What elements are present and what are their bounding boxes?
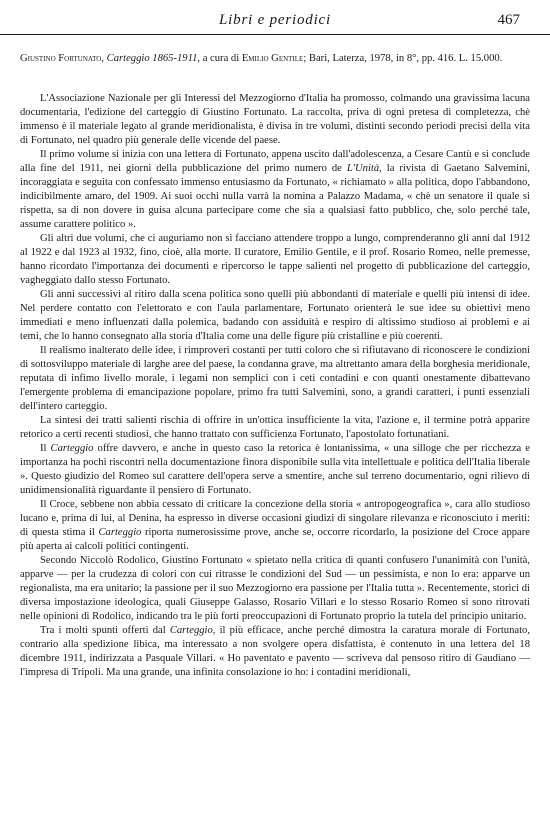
italic-title-text: Carteggio bbox=[98, 527, 142, 538]
paragraph-text: , il più efficace, anche perché dimostra la caratura morale di Fortunato, contrario alla spedizione libica, ma interessato a non svolgere opera disfattista, è contenuto in una lettera del 18 dicembre 1911, indirizzata a Pasquale Villari. « Ho paventato e pavento — scriveva dal pensoso ritiro di Gaudiano — l'impresa di Tripoli. Ma una grande, una infinita consolazione io ho: i contadini meridionali, bbox=[20, 625, 530, 678]
review-paragraph bbox=[20, 344, 530, 414]
citation-curated-by: , a cura di bbox=[197, 53, 242, 64]
paragraph-text: riporta numerosissime prove, anche se, occorre ricordarlo, la posizione del Croce appare più aperta ai calcoli politici contingenti. bbox=[20, 527, 530, 552]
header-rule bbox=[0, 34, 550, 35]
paragraph-text: Il Croce, sebbene non abbia cessato di criticare la concezione della storia « antropogeografica », cara allo studioso lucano e, prima di lui, al Denina, ha espresso in diverse occasioni giudizi di singolare rilevanza e riconosciuto i meriti: di questa stima il bbox=[20, 499, 530, 538]
review-paragraph bbox=[20, 148, 530, 232]
review-body bbox=[20, 92, 530, 680]
citation-title: Carteggio 1865-1911 bbox=[106, 53, 198, 64]
bibliographic-citation bbox=[20, 52, 530, 66]
review-paragraph bbox=[20, 554, 530, 624]
page-number: 467 bbox=[497, 12, 520, 28]
citation-author: Giustino Fortunato, bbox=[20, 53, 105, 64]
review-paragraph bbox=[20, 414, 530, 442]
paragraph-text: Tra i molti spunti offerti dal bbox=[40, 625, 170, 636]
review-paragraph bbox=[20, 92, 530, 148]
paragraph-text: Il primo volume si inizia con una lettera di Fortunato, appena uscito dall'adolescenza, a Cesare Cantù e si conclude alla fine del 1911, nei giorni della pubblicazione del primo numero de bbox=[20, 149, 530, 174]
italic-title-text: L'Unità bbox=[346, 163, 380, 174]
citation-editor: Emilio Gentile bbox=[241, 53, 304, 64]
paragraph-text: La sintesi dei tratti salienti rischia di offrire in un'ottica insufficiente la vita, l'azione e, il termine potrà apparire retorico a certi recenti studiosi, che hanno trattato con sufficienza Fortunato, l'apostolato fortunatiani. bbox=[20, 415, 530, 440]
review-paragraph bbox=[20, 624, 530, 680]
paragraph-text: , la rivista di Gaetano Salvemini, incoraggiata e seguita con confessato immenso entusiasmo da Fortunato, « richiamato » alla politica, dopo l'abbandono, indicibilmente amaro, del 1909. Ai suoi occhi nulla varrà la nomina a Palazzo Madama, « chè un senatore il quale si rispetta, sa di non dovere in guisa alcuna partecipare come che sia a qualsiasi fatto pubblico, che, solo perché tale, assume carattere politico ». bbox=[20, 163, 530, 230]
italic-title-text: Carteggio bbox=[169, 625, 213, 636]
running-head bbox=[0, 12, 550, 34]
paragraph-text: Gli altri due volumi, che ci auguriamo non si facciano attendere troppo a lungo, comprenderanno gli anni dal 1912 al 1922 e dal 1923 al 1932, fino, cioè, alla morte. Il curatore, Emilio Gentile, e il prof. Rosario Romeo, nelle premesse, hanno ricordato l'importanza dei documenti e ripercorso le tappe salienti nel progetto di pubblicazione del carteggio, vagheggiato dallo stesso Fortunato. bbox=[20, 233, 530, 286]
paragraph-text: offre davvero, e anche in questo caso la retorica è lontanissima, « una silloge che per ricchezza e importanza ha pochi riscontri nella documentazione finora disponibile sulla vita intellettuale e politica dell'Italia liberale ». Questo giudizio del Romeo sul carattere dell'opera serve a smentire, anche sul terreno documentario, ogni rilievo di unidimensionalità riguardante il pensiero di Fortunato. bbox=[20, 443, 530, 496]
paragraph-text: Il realismo inalterato delle idee, i rimproveri costanti per tutti coloro che si rifiutavano di riconoscere le condizioni di sottosviluppo materiale di larghe aree del paese, la condanna grave, ma altrettanto amara della borghesia meridionale, reputata di infimo livello morale, i legami non semplici con i ceti contadini e con quanti onestamente dibattevano l'emergente problema di emancipazione popolare, primo fra tutti Salvemini, sono, a grandi caratteri, i punti essenziali dell'intero carteggio. bbox=[20, 345, 530, 412]
running-title: Libri e periodici bbox=[219, 12, 331, 28]
paragraph-text: L'Associazione Nazionale per gli Interessi del Mezzogiorno d'Italia ha promosso, colmando una gravissima lacuna documentaria, l'edizione del carteggio di Giustino Fortunato. La raccolta, priva di ogni pretesa di completezza, chè immenso è il materiale legato al grande meridionalista, è divisa in tre volumi, distinti secondo periodi precisi della vita di Fortunato, nel quadro più generale delle vicende del paese. bbox=[20, 93, 530, 146]
italic-title-text: Carteggio bbox=[50, 443, 94, 454]
review-paragraph bbox=[20, 442, 530, 498]
review-paragraph bbox=[20, 498, 530, 554]
citation-publication-details: ; Bari, Laterza, 1978, in 8°, pp. 416. L. 15.000. bbox=[303, 53, 503, 64]
paragraph-text: Il bbox=[40, 443, 51, 454]
review-paragraph bbox=[20, 288, 530, 344]
paragraph-text: Gli anni successivi al ritiro dalla scena politica sono quelli più abbondanti di materiale e quelli più intensi di idee. Nel perdere contatto con l'elettorato e con l'aula parlamentare, Fortunato orienterà le sue idee su obiettivi meno immediati e meno influenzati dalla polemica, badando con assiduità e respiro di altissimo studioso ai problemi e ai temi, che lo hanno consegnato alla storia d'Italia come una delle figure più cristalline e più coerenti. bbox=[20, 289, 530, 342]
review-paragraph bbox=[20, 232, 530, 288]
paragraph-text: Secondo Niccolò Rodolico, Giustino Fortunato « spietato nella critica di quanti confusero l'unanimità con l'unità, apparve — per la crudezza di colori con cui ritrasse le condizioni del Sud — un pessimista, e non lo era: apparve un regionalista, ma era unitario; la passione per il suo Mezzogiorno era passione per l'Italia tutta ». Recentemente, storici di diversa impostazione ideologica, quali Giuseppe Galasso, Rosario Villari e lo stesso Rosario Romeo si sono ritrovati nelle opinioni di Rodolico, indicando tra le più forti preoccupazioni di Fortunato proprio la tutela del principio unitario. bbox=[20, 555, 530, 622]
